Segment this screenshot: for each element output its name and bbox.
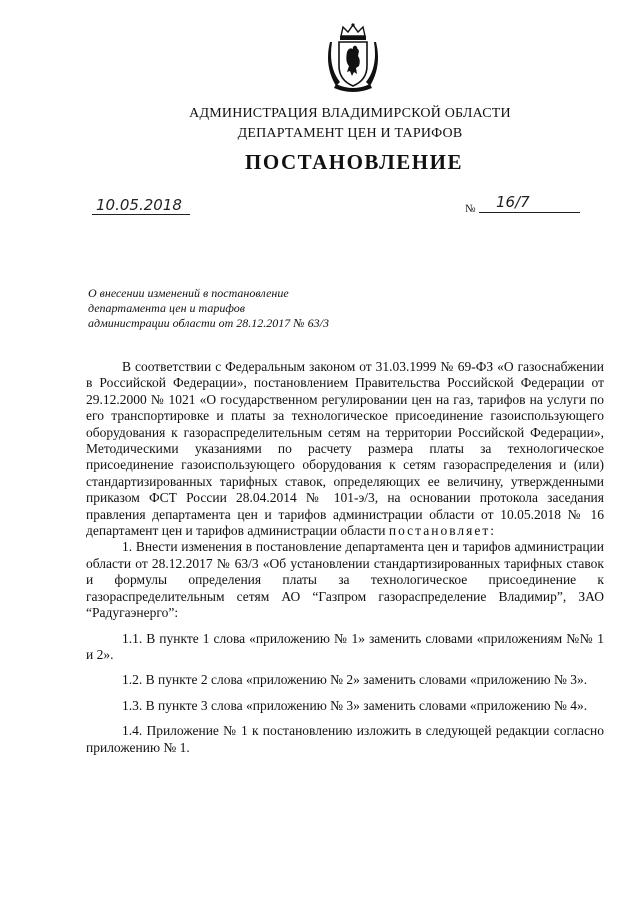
- preamble-text: В соответствии с Федеральным законом от 31.03.1999 № 69-ФЗ «О газоснабжении в Российской Федерации», постановлением Правительства Российской Федерации от 29.12.2000 № 1021 «О государственном регулировании цен на газ, тарифов на услуги по его транспортировке и платы за технологическое присоединение газоиспользующего оборудования к газораспределительным сетям на территории Российской Федерации», Методическими указаниями по расчету размера платы за технологическое присоединение газоиспользующего оборудования к сетям газораспределения и (или) стандартизированных тарифных ставок, определяющих ее величину, утвержденными приказом ФСТ России 28.04.2014 № 101-э/3, на основании протокола заседания правления департамента цен и тарифов администрации области от 10.05.2018 № 16 департамент цен и тарифов администрации области: [86, 359, 604, 539]
- date-underline: [92, 214, 190, 215]
- item-paragraph: 1.4. Приложение № 1 к постановлению изложить в следующей редакции согласно приложению № 1.: [86, 723, 604, 755]
- subject-line: департамента цен и тарифов: [88, 301, 245, 315]
- document-title: ПОСТАНОВЛЕНИЕ: [245, 150, 463, 174]
- item-paragraph: 1.3. В пункте 3 слова «приложению № 3» заменить словами «приложению № 4».: [122, 697, 588, 713]
- org-name: АДМИНИСТРАЦИЯ ВЛАДИМИРСКОЙ ОБЛАСТИ: [189, 106, 511, 121]
- coat-of-arms-icon: [326, 22, 380, 92]
- item-paragraph: 1. Внести изменения в постановление департамента цен и тарифов администрации области от 28.12.2017 № 63/3 «Об установлении стандартизированных тарифных ставок и формулы определения платы за технологическое присоединение к газораспределительным сетям АО “Газпром газораспределение Владимир”, ЗАО “Радугаэнерго”:: [86, 539, 604, 621]
- item-paragraph: 1.1. В пункте 1 слова «приложению № 1» заменить словами «приложениям №№ 1 и 2».: [86, 630, 604, 662]
- subject-line: О внесении изменений в постановление: [88, 286, 289, 300]
- subject-line: администрации области от 28.12.2017 № 63/3: [88, 316, 329, 330]
- document-subject: [88, 286, 329, 331]
- number-underline: [479, 212, 580, 213]
- document-date: 10.05.2018: [96, 196, 182, 214]
- item-paragraph: 1.2. В пункте 2 слова «приложению № 2» заменить словами «приложению № 3».: [122, 672, 588, 688]
- preamble-paragraph: [86, 359, 604, 539]
- document-number: 16/7: [496, 193, 530, 211]
- department-name: ДЕПАРТАМЕНТ ЦЕН И ТАРИФОВ: [237, 126, 463, 141]
- number-label: №: [465, 203, 476, 215]
- decree-word: постановляет:: [388, 523, 496, 539]
- document-body: [86, 359, 604, 756]
